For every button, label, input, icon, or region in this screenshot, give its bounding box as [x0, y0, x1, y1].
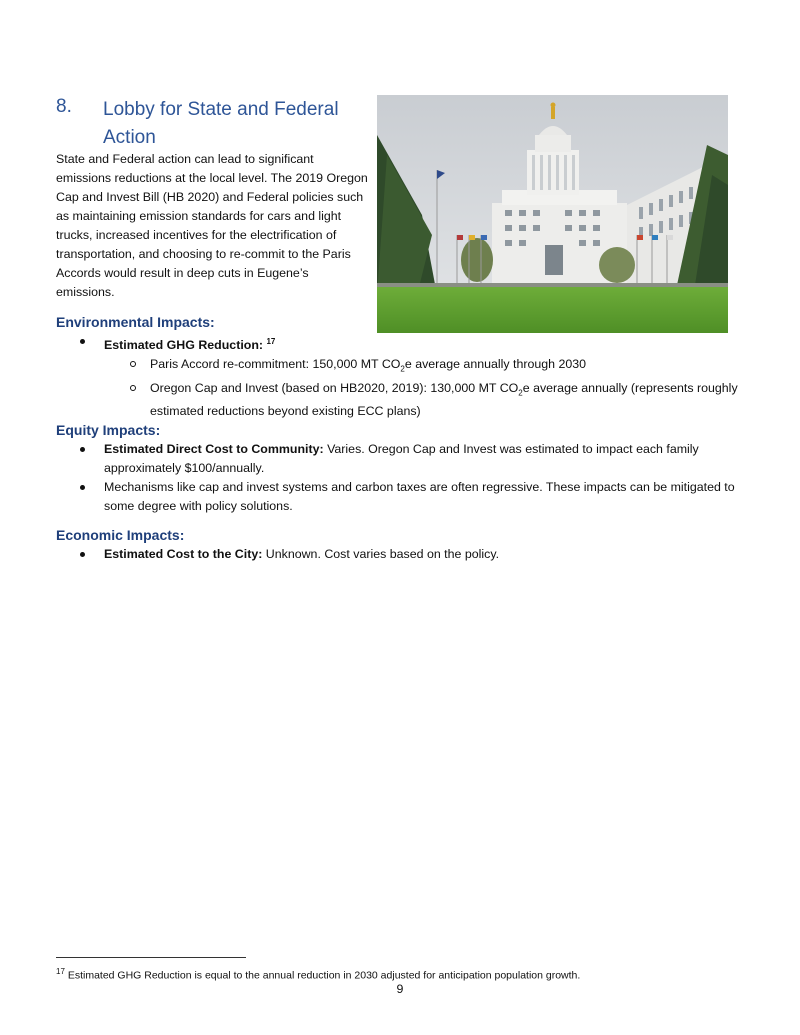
bullet-icon: [80, 339, 85, 344]
direct-cost-label: Estimated Direct Cost to Community:: [104, 442, 324, 456]
page-number: 9: [396, 982, 404, 996]
mechanisms-text: Mechanisms like cap and invest systems and carbon taxes are often regressive. These impacts can be mitigated to some degree with policy solutions.: [104, 480, 735, 513]
equity-impacts-list: [56, 440, 746, 516]
list-item: [56, 440, 746, 478]
equity-impacts-heading: Equity Impacts:: [56, 422, 161, 438]
footnote-divider: [56, 957, 246, 958]
ghg-reduction-sublist: [104, 355, 746, 421]
bullet-icon: [80, 485, 85, 490]
section-number: 8.: [56, 96, 72, 117]
environmental-impacts-heading: Environmental Impacts:: [56, 314, 215, 330]
ghg-reduction-label: Estimated GHG Reduction:: [104, 338, 264, 353]
footnote-number: 17: [56, 967, 65, 976]
direct-cost-text: Varies. Oregon Cap and Invest was estimated to impact each family approximately $100/annually.: [104, 442, 699, 475]
list-item: Paris Accord re-commitment: 150,000 MT $CO_2e$ average annually through 2030: [56, 355, 746, 378]
capitol-photo-illustration: [377, 95, 728, 333]
list-item: [56, 478, 746, 516]
section-title: Lobby for State and Federal Action: [103, 99, 339, 148]
city-cost-text: Unknown. Cost varies based on the policy.: [262, 547, 500, 561]
economic-impacts-heading: Economic Impacts:: [56, 527, 185, 543]
bullet-icon: [80, 552, 85, 557]
capitol-building-photo: [377, 95, 728, 333]
environmental-impacts-list: [56, 332, 746, 421]
footnote: [56, 965, 580, 983]
city-cost-label: Estimated Cost to the City:: [104, 547, 263, 561]
list-item: [56, 545, 746, 564]
bullet-icon: [80, 447, 85, 452]
circle-bullet-icon: [130, 385, 136, 391]
list-item: Oregon Cap and Invest (based on HB2020, 2019): 130,000 MT $CO_2e$ average annually (represents roughly estimated reductions beyond existing ECC plans): [56, 379, 746, 421]
intro-paragraph: State and Federal action can lead to significant emissions reductions at the local level. The 2019 Oregon Cap and Invest Bill (HB 2020) and Federal policies such as maintaining emission standards for cars and light trucks, increased incentives for the electrification of transportation, and choosing to re-commit to the Paris Accords would result in deep cuts in Eugene’s emissions.: [56, 152, 368, 299]
footnote-text: Estimated GHG Reduction is equal to the annual reduction in 2030 adjusted for anticipation population growth.: [64, 969, 581, 982]
footnote-ref: 17: [266, 337, 276, 346]
economic-impacts-list: [56, 545, 746, 564]
circle-bullet-icon: [130, 361, 136, 367]
list-item: [56, 332, 746, 421]
